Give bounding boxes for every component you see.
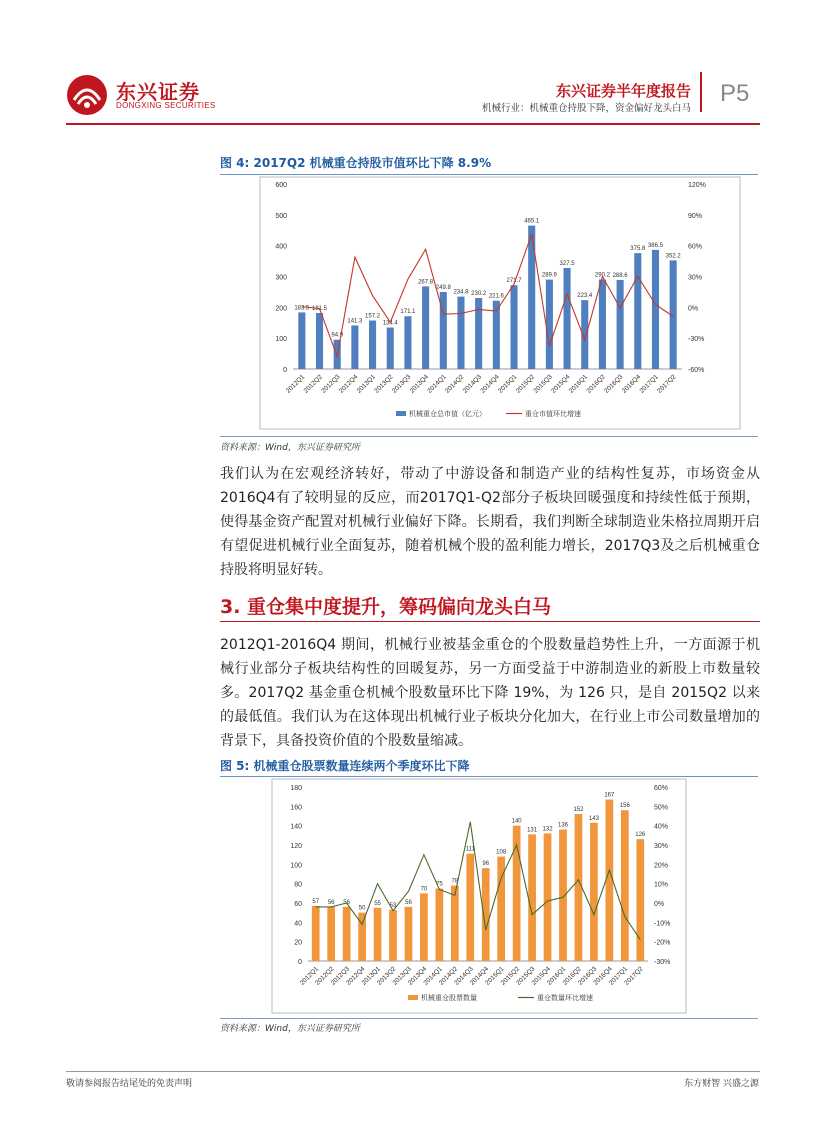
y-tick-left: 0 — [283, 367, 287, 374]
bar — [652, 250, 659, 369]
footer-rule — [66, 1071, 760, 1072]
footer-slogan: 东方财智 兴盛之源 — [684, 1079, 759, 1089]
bar — [546, 280, 553, 369]
y-tick-right: -30% — [654, 959, 671, 966]
y-tick-right: 30% — [654, 843, 669, 850]
x-tick-label: 2016Q3 — [577, 965, 599, 987]
bar — [298, 312, 305, 369]
x-tick-label: 2014Q1 — [426, 373, 448, 395]
bar-value-label: 152 — [573, 807, 584, 814]
x-tick-label: 2012Q3 — [329, 965, 352, 987]
x-tick-label: 2014Q2 — [437, 965, 460, 987]
bar-value-label: 131 — [527, 827, 538, 834]
bar-value-label: 94.9 — [331, 332, 344, 339]
legend-bar-swatch — [408, 995, 418, 1000]
bar — [634, 253, 641, 369]
bar-value-label: 290.2 — [594, 272, 610, 279]
bar — [606, 800, 614, 961]
x-tick-label: 2013Q3 — [391, 965, 413, 987]
x-tick-label: 2016Q2 — [585, 373, 607, 395]
x-tick-label: 2012Q1 — [298, 965, 321, 987]
bar-value-label: 221.6 — [488, 293, 504, 300]
bar — [312, 906, 320, 961]
logo-icon — [66, 74, 108, 116]
bar — [351, 325, 358, 369]
legend-bar-swatch — [396, 411, 406, 416]
x-tick-label: 2012Q2 — [314, 965, 336, 987]
x-tick-label: 2014Q4 — [479, 373, 501, 395]
bar — [510, 285, 517, 369]
bar-value-label: 223.4 — [577, 293, 593, 300]
y-tick-left: 400 — [275, 243, 287, 251]
y-tick-left: 0 — [298, 959, 302, 966]
brand-name: 东兴证券 — [116, 80, 200, 104]
x-tick-label: 2015Q1 — [497, 373, 519, 395]
bar — [374, 908, 382, 961]
brand-name-en: DONGXING SECURITIES — [116, 101, 216, 110]
header-divider — [700, 72, 702, 112]
report-subtitle: 机械行业：机械重仓持股下降，资金偏好龙头白马 — [481, 103, 691, 114]
y-tick-left: 600 — [275, 182, 287, 189]
x-tick-label: 2015Q4 — [550, 373, 572, 395]
figure4-chart — [220, 176, 760, 434]
x-tick-label: 2015Q4 — [530, 965, 552, 987]
bar — [599, 280, 606, 369]
bar-value-label: 465.1 — [524, 218, 540, 225]
y-tick-right: 60% — [654, 785, 669, 792]
y-tick-right: 50% — [654, 804, 669, 812]
bar — [387, 328, 394, 369]
x-tick-label: 2012Q4 — [337, 373, 360, 395]
x-tick-label: 2014Q2 — [444, 373, 466, 395]
figure5-source: 资料来源：Wind，东兴证券研究所 — [220, 1024, 360, 1034]
bar-value-label: 134.4 — [382, 320, 398, 327]
header-rule — [66, 123, 760, 125]
bar-value-label: 375.8 — [630, 246, 646, 253]
legend-line-label: 重仓市值环比增速 — [525, 411, 581, 418]
bar-value-label: 249.8 — [435, 284, 451, 291]
y-tick-left: 100 — [275, 336, 287, 344]
bar — [404, 316, 411, 369]
bar-value-label: 267.8 — [418, 279, 434, 286]
bar — [369, 321, 376, 369]
bar — [436, 889, 444, 962]
bar-value-label: 78 — [451, 878, 459, 885]
x-tick-label: 2017Q1 — [607, 965, 630, 987]
bar-value-label: 108 — [496, 849, 507, 856]
y-tick-right: 10% — [654, 881, 669, 889]
y-tick-right: 0% — [654, 901, 665, 908]
legend-line-label: 重仓数量环比增速 — [537, 995, 593, 1002]
bar — [451, 886, 459, 961]
bar-value-label: 156 — [619, 803, 630, 810]
bar-value-label: 126 — [635, 832, 646, 839]
x-tick-label: 2013Q1 — [360, 965, 382, 987]
legend-bar-label: 机械重仓总市值（亿元） — [409, 411, 486, 418]
y-tick-left: 200 — [275, 305, 287, 313]
bar-value-label: 181.5 — [312, 306, 328, 313]
bar-value-label: 157.2 — [365, 313, 381, 320]
x-tick-label: 2017Q1 — [638, 373, 660, 395]
x-tick-label: 2013Q2 — [376, 965, 398, 987]
y-tick-right: 120% — [688, 182, 706, 189]
section-title: 3. 重仓集中度提升，筹码偏向龙头白马 — [220, 596, 552, 618]
bar — [422, 286, 429, 369]
bar-value-label: 183.5 — [294, 305, 310, 312]
bar-value-label: 171.1 — [400, 309, 416, 316]
bar — [405, 907, 413, 961]
body-paragraph-2: 2012Q1-2016Q4 期间，机械行业被基金重仓的个股数量趋势性上升，一方面源于机械行业部分子板块结构性的回暖复苏，另一方面受益于中游制造业的新股上市数量较多。2017Q2 基金重仓机械个股数量环比下降 19%，为 126 只，是自 2015Q2 以来的最低值。我们认为在这体现出机械行业子板块分化加大，在行业上市公司数量增加的背景下，具备投资价值的个股数量缩减。 — [220, 637, 760, 749]
bar-value-label: 56 — [327, 899, 335, 906]
y-tick-left: 140 — [290, 823, 302, 831]
bar-value-label: 132 — [542, 826, 553, 833]
report-title: 东兴证券半年度报告 — [555, 82, 691, 100]
figure4-source: 资料来源：Wind，东兴证券研究所 — [220, 443, 360, 453]
bar-value-label: 327.5 — [559, 261, 575, 268]
y-tick-right: 0% — [688, 305, 699, 313]
y-tick-right: -20% — [654, 939, 671, 947]
figure4-caption: 图 4: 2017Q2 机械重仓持股市值环比下降 8.9% — [220, 156, 492, 170]
bar — [316, 313, 323, 369]
x-tick-label: 2015Q2 — [499, 965, 522, 987]
bar-value-label: 55 — [374, 900, 381, 907]
figure5-top-rule — [220, 776, 758, 777]
bar-value-label: 57 — [312, 898, 320, 905]
figure5-chart — [220, 778, 760, 1016]
bar — [466, 854, 474, 961]
bar — [564, 268, 571, 369]
x-tick-label: 2016Q1 — [567, 373, 590, 395]
x-tick-label: 2013Q1 — [355, 373, 377, 395]
y-tick-right: -10% — [654, 920, 671, 928]
x-tick-label: 2013Q4 — [408, 373, 431, 395]
section-rule — [220, 621, 760, 622]
x-tick-label: 2015Q3 — [515, 965, 537, 987]
y-tick-left: 40 — [294, 920, 302, 928]
x-tick-label: 2012Q3 — [320, 373, 342, 395]
x-tick-label: 2013Q2 — [373, 373, 395, 395]
bar-value-label: 234.8 — [453, 289, 469, 296]
bar-value-label: 96 — [482, 861, 490, 868]
x-tick-label: 2016Q1 — [546, 965, 568, 987]
bar-value-label: 289.9 — [541, 272, 557, 279]
bar — [420, 893, 428, 961]
y-tick-right: 90% — [688, 212, 703, 220]
bar — [575, 814, 583, 961]
x-tick-label: 2017Q2 — [656, 373, 678, 395]
y-tick-left: 500 — [275, 212, 287, 220]
bar-value-label: 288.6 — [612, 273, 628, 280]
bar — [636, 839, 644, 961]
y-tick-right: 40% — [654, 823, 669, 831]
bar-value-label: 230.2 — [471, 291, 487, 298]
x-tick-label: 2016Q2 — [561, 965, 583, 987]
x-tick-label: 2014Q4 — [468, 965, 491, 987]
bar — [559, 830, 567, 961]
y-tick-right: 60% — [688, 243, 703, 251]
bar — [590, 823, 598, 961]
y-tick-left: 100 — [290, 862, 302, 870]
bar-value-label: 143 — [588, 815, 599, 822]
bar-value-label: 271.7 — [506, 278, 522, 285]
y-tick-right: 30% — [688, 274, 703, 282]
y-tick-left: 80 — [294, 881, 302, 889]
bar — [389, 910, 397, 961]
bar-value-label: 50 — [358, 905, 366, 912]
bar-value-label: 136 — [557, 822, 569, 829]
x-tick-label: 2015Q3 — [532, 373, 554, 395]
bar — [528, 834, 536, 961]
bar — [617, 280, 624, 369]
bar — [343, 907, 351, 961]
bar-value-label: 386.5 — [647, 242, 663, 249]
bar-value-label: 75 — [436, 881, 443, 888]
x-tick-label: 2015Q1 — [484, 965, 506, 987]
x-tick-label: 2012Q4 — [345, 965, 367, 987]
figure4-bottom-rule — [220, 436, 758, 437]
x-tick-label: 2014Q3 — [461, 373, 484, 395]
x-tick-label: 2015Q2 — [514, 373, 537, 395]
bar — [475, 298, 482, 369]
figure5-caption: 图 5: 机械重仓股票数量连续两个季度环比下降 — [220, 759, 470, 773]
legend-bar-label: 机械重仓股票数量 — [421, 995, 477, 1002]
bar-value-label: 167 — [604, 792, 615, 799]
footer-disclaimer: 敬请参阅报告结尾处的免责声明 — [66, 1079, 193, 1089]
bar-value-label: 141.3 — [347, 318, 363, 325]
y-tick-right: 20% — [654, 862, 669, 870]
y-tick-left: 60 — [294, 901, 302, 908]
y-tick-left: 300 — [275, 274, 287, 282]
bar-value-label: 56 — [405, 899, 412, 906]
x-tick-label: 2013Q3 — [391, 373, 413, 395]
x-tick-label: 2014Q3 — [453, 965, 475, 987]
y-tick-left: 160 — [290, 804, 302, 812]
body-paragraph-1: 我们认为在宏观经济转好，带动了中游设备和制造产业的结构性复苏，市场资金从2016Q4有了较明显的反应，而2017Q1-Q2部分子板块回暖强度和持续性低于预期，使得基金资产配置对机械行业偏好下降。长期看，我们判断全球制造业朱格拉周期开启有望促进机械行业全面复苏，随着机械个股的盈利能力增长，2017Q3及之后机械重仓持股将明显好转。 — [220, 466, 760, 578]
bar-value-label: 70 — [420, 886, 428, 893]
x-tick-label: 2016Q4 — [592, 965, 614, 987]
y-tick-left: 120 — [290, 843, 302, 850]
bar — [327, 907, 335, 961]
x-tick-label: 2014Q1 — [422, 965, 444, 987]
x-tick-label: 2012Q2 — [302, 373, 324, 395]
x-tick-label: 2016Q3 — [603, 373, 625, 395]
x-tick-label: 2012Q1 — [284, 373, 307, 395]
figure4-top-rule — [220, 174, 758, 175]
bar — [457, 297, 464, 369]
bar-value-label: 352.2 — [665, 253, 681, 260]
x-tick-label: 2017Q2 — [623, 965, 645, 987]
figure5-bottom-rule — [220, 1018, 758, 1019]
bar — [544, 833, 552, 961]
y-tick-right: -60% — [688, 367, 705, 374]
bar-value-label: 111 — [465, 846, 475, 853]
x-tick-label: 2016Q4 — [620, 373, 643, 395]
y-tick-left: 180 — [290, 785, 302, 792]
page-number: P5 — [720, 80, 750, 107]
x-tick-label: 2013Q4 — [407, 965, 429, 987]
bar — [621, 810, 629, 961]
bar-value-label: 53 — [389, 902, 397, 909]
y-tick-left: 20 — [294, 939, 302, 947]
bar-value-label: 56 — [343, 899, 350, 906]
bar-value-label: 140 — [511, 818, 522, 825]
y-tick-right: -30% — [688, 336, 705, 344]
